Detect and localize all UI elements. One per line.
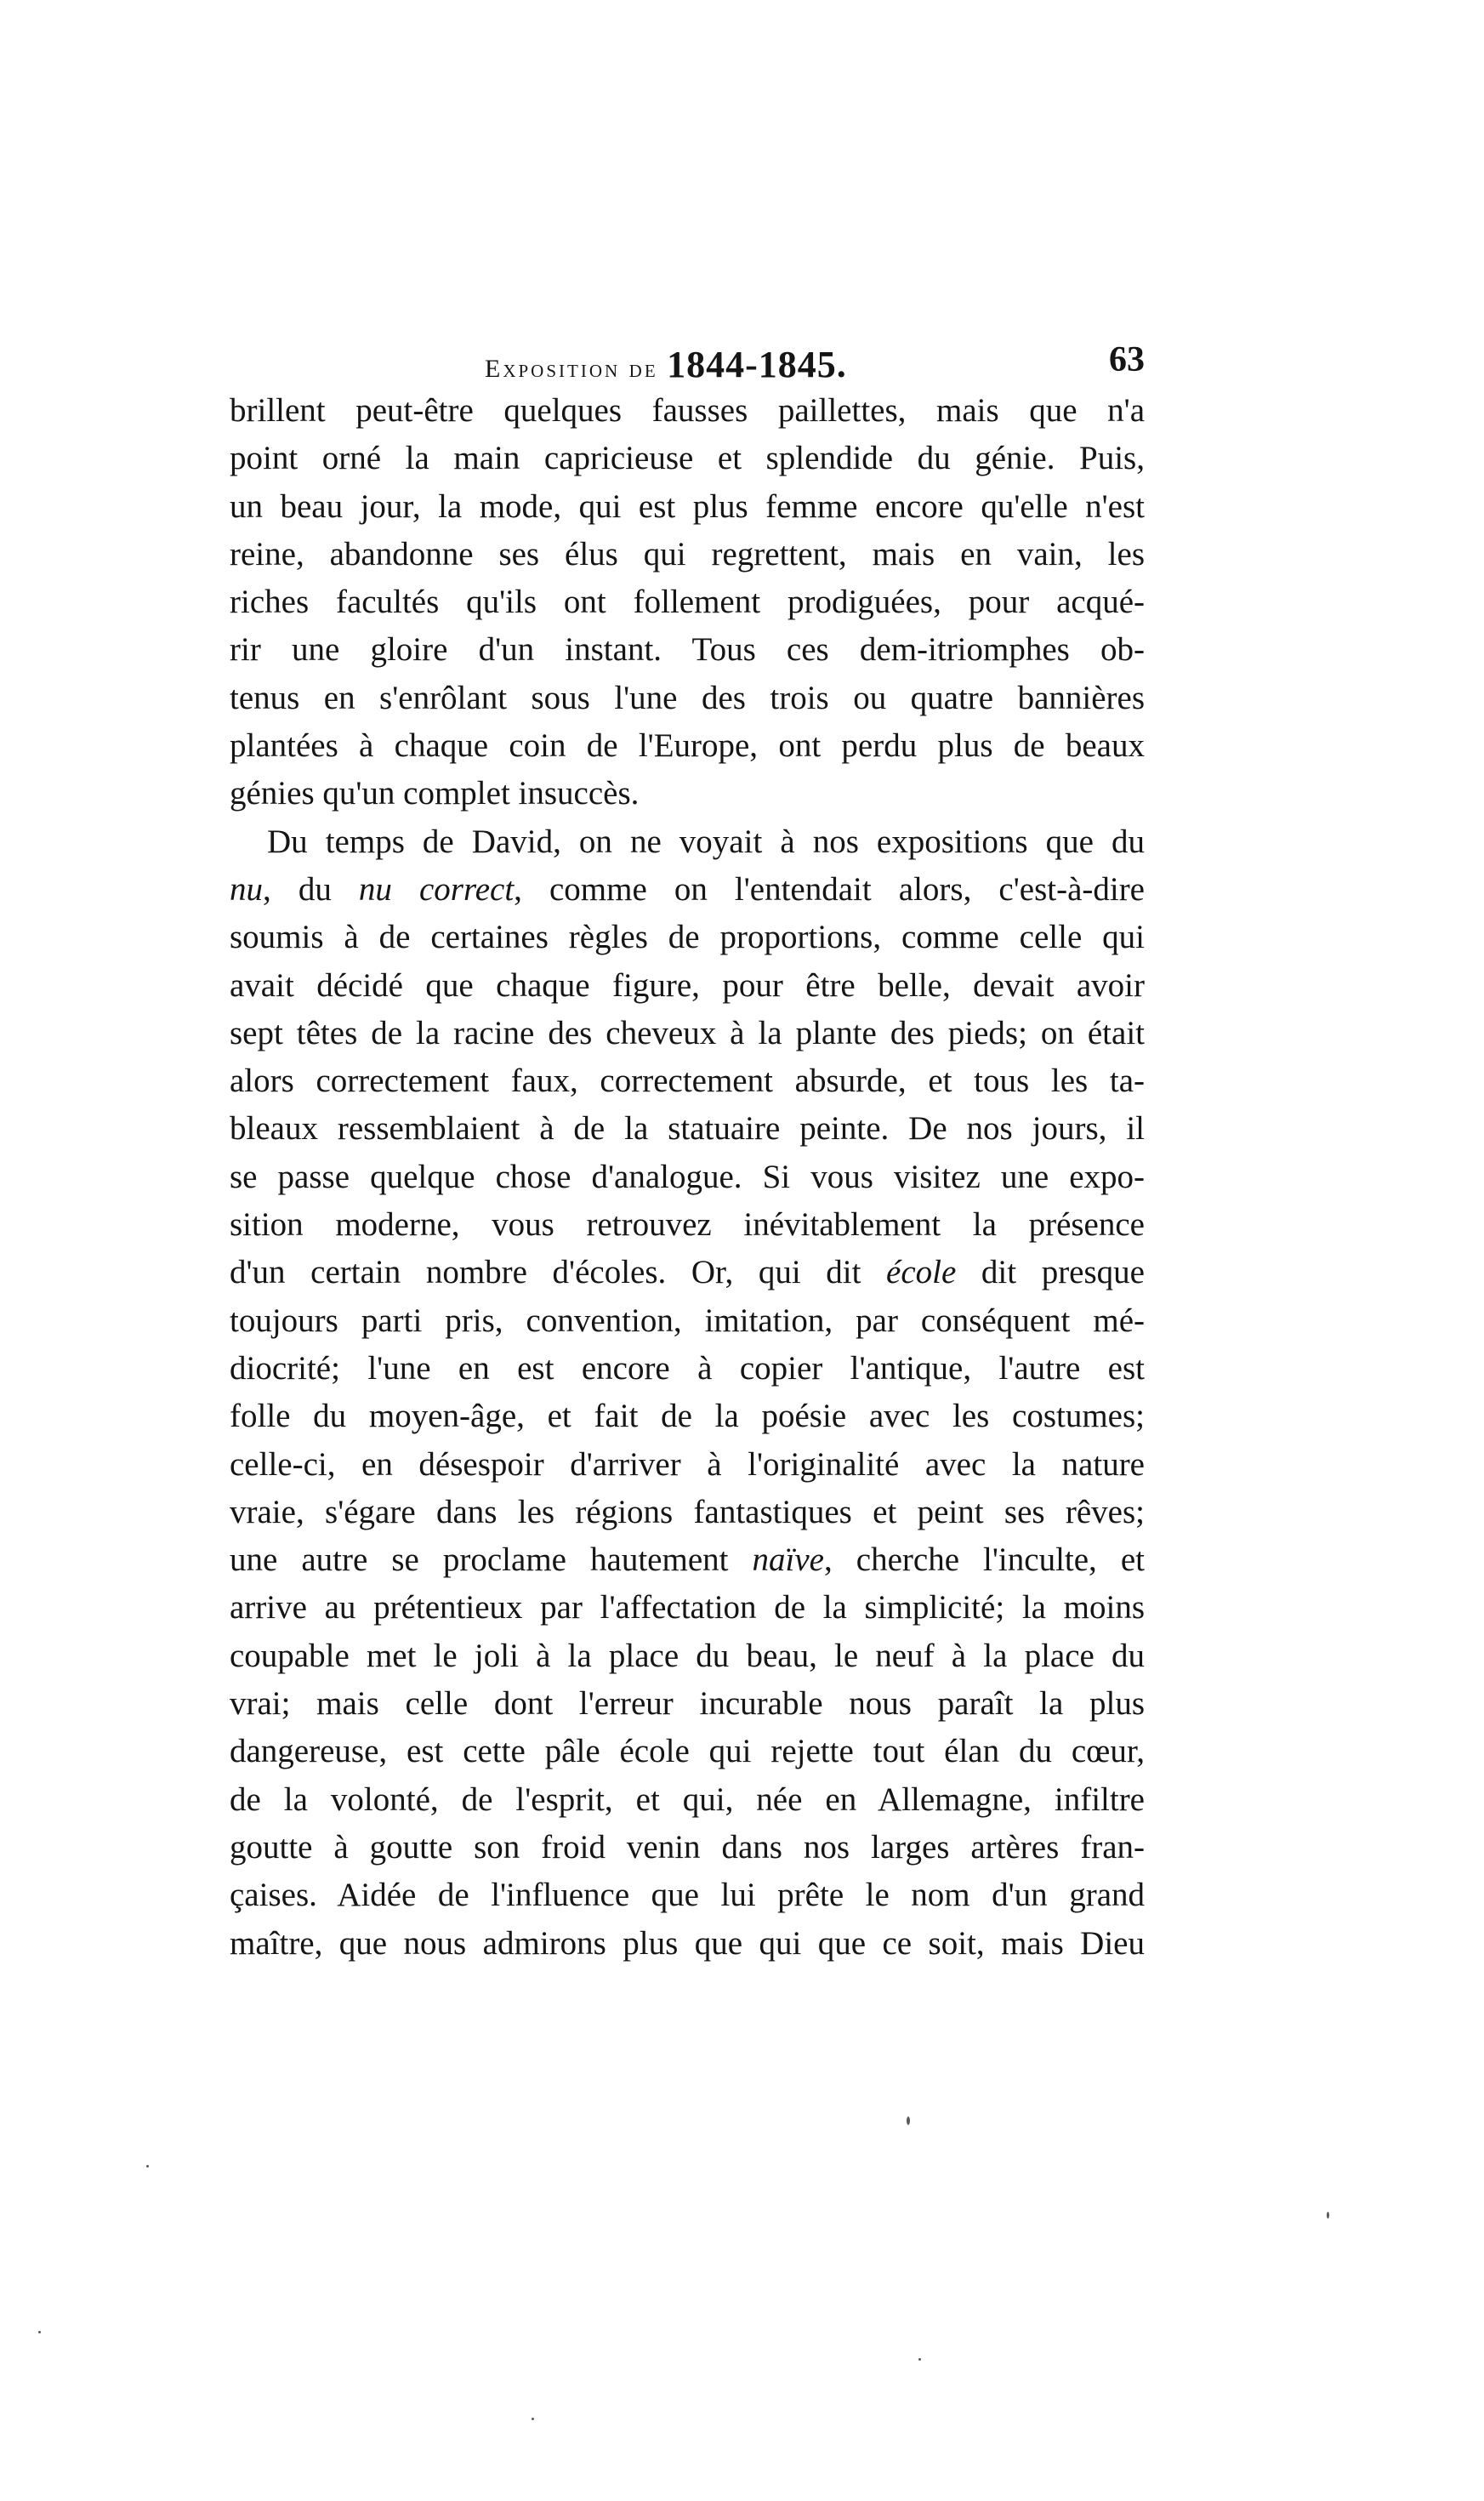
text-line-with-italics: [230, 1249, 1145, 1296]
page-number: 63: [1109, 340, 1145, 379]
text-line: celle-ci, en désespoir d'arriver à l'originalité avec la nature: [230, 1445, 1145, 1483]
text-line: çaises. Aidée de l'influence que lui prête le nom d'un grand: [230, 1877, 1145, 1914]
text-fragment: , cherche l'inculte, et: [823, 1541, 1145, 1579]
text-fragment: dit presque: [956, 1254, 1145, 1291]
text-line: brillent peut-être quelques fausses paillettes, mais que n'a: [230, 392, 1145, 429]
text-fragment: d'un certain nombre d'écoles. Or, qui dit: [230, 1254, 887, 1291]
text-line-with-italics: [230, 866, 1145, 914]
text-line: vrai; mais celle dont l'erreur incurable nous paraît la plus: [230, 1685, 1145, 1723]
text-line-with-italics: [230, 1536, 1145, 1584]
text-line: arrive au prétentieux par l'affectation de la simplicité; la moins: [230, 1589, 1145, 1627]
text-line: se passe quelque chose d'analogue. Si vous visitez une expo-: [230, 1158, 1145, 1195]
text-line: avait décidé que chaque figure, pour être belle, devait avoir: [230, 966, 1145, 1004]
text-line: un beau jour, la mode, qui est plus femme encore qu'elle n'est: [230, 487, 1145, 525]
text-line: reine, abandonne ses élus qui regrettent, mais en vain, les: [230, 535, 1145, 573]
text-line: bleaux ressemblaient à de la statuaire peinte. De nos jours, il: [230, 1110, 1145, 1148]
running-title-label: Exposition de: [485, 355, 658, 383]
ink-speck: [532, 2418, 534, 2420]
italic-term: naïve: [752, 1541, 824, 1579]
text-line: dangereuse, est cette pâle école qui rejette tout élan du cœur,: [230, 1733, 1145, 1770]
running-header: [230, 336, 1145, 387]
text-line: de la volonté, de l'esprit, et qui, née en Allemagne, infiltre: [230, 1780, 1145, 1818]
text-line: vraie, s'égare dans les régions fantastiques et peint ses rêves;: [230, 1493, 1145, 1530]
text-line: sition moderne, vous retrouvez inévitablement la présence: [230, 1206, 1145, 1244]
text-line: soumis à de certaines règles de proportions, comme celle qui: [230, 919, 1145, 956]
ink-speck: [918, 2358, 921, 2361]
italic-term: nu correct: [358, 870, 515, 908]
ink-speck: [1327, 2212, 1329, 2219]
paragraph-end-line: génies qu'un complet insuccès.: [230, 775, 640, 812]
text-line: tenus en s'enrôlant sous l'une des trois ou quatre bannières: [230, 679, 1145, 716]
text-line: alors correctement faux, correctement absurde, et tous les ta-: [230, 1062, 1145, 1100]
text-line: maître, que nous admirons plus que qui que ce soit, mais Dieu: [230, 1924, 1145, 1962]
text-fragment: , comme on l'entendait alors, c'est-à-dire: [514, 870, 1145, 908]
running-title-year: 1844-1845.: [667, 344, 847, 385]
ink-speck: [38, 2331, 41, 2333]
paragraph-start-line: Du temps de David, on ne voyait à nos expositions que du: [267, 823, 1145, 860]
italic-term: nu: [230, 870, 263, 908]
ink-speck: [907, 2116, 910, 2125]
text-line: plantées à chaque coin de l'Europe, ont perdu plus de beaux: [230, 727, 1145, 765]
ink-speck: [146, 2165, 149, 2168]
text-fragment: une autre se proclame hautement: [230, 1541, 753, 1579]
text-fragment: , du: [263, 870, 359, 908]
text-line: coupable met le joli à la place du beau, le neuf à la place du: [230, 1637, 1145, 1674]
running-title: [485, 343, 847, 386]
text-line: point orné la main capricieuse et splendide du génie. Puis,: [230, 440, 1145, 477]
text-line: riches facultés qu'ils ont follement prodiguées, pour acqué-: [230, 584, 1145, 621]
text-line: folle du moyen-âge, et fait de la poésie avec les costumes;: [230, 1398, 1145, 1435]
text-line: diocrité; l'une en est encore à copier l'antique, l'autre est: [230, 1349, 1145, 1387]
text-line: goutte à goutte son froid venin dans nos larges artères fran-: [230, 1828, 1145, 1866]
text-line: toujours parti pris, convention, imitation, par conséquent mé-: [230, 1302, 1145, 1339]
text-line: rir une gloire d'un instant. Tous ces dem-itriomphes ob-: [230, 631, 1145, 669]
body-text: [230, 387, 1145, 1968]
italic-term: école: [886, 1254, 957, 1291]
text-line: sept têtes de la racine des cheveux à la plante des pieds; on était: [230, 1014, 1145, 1051]
